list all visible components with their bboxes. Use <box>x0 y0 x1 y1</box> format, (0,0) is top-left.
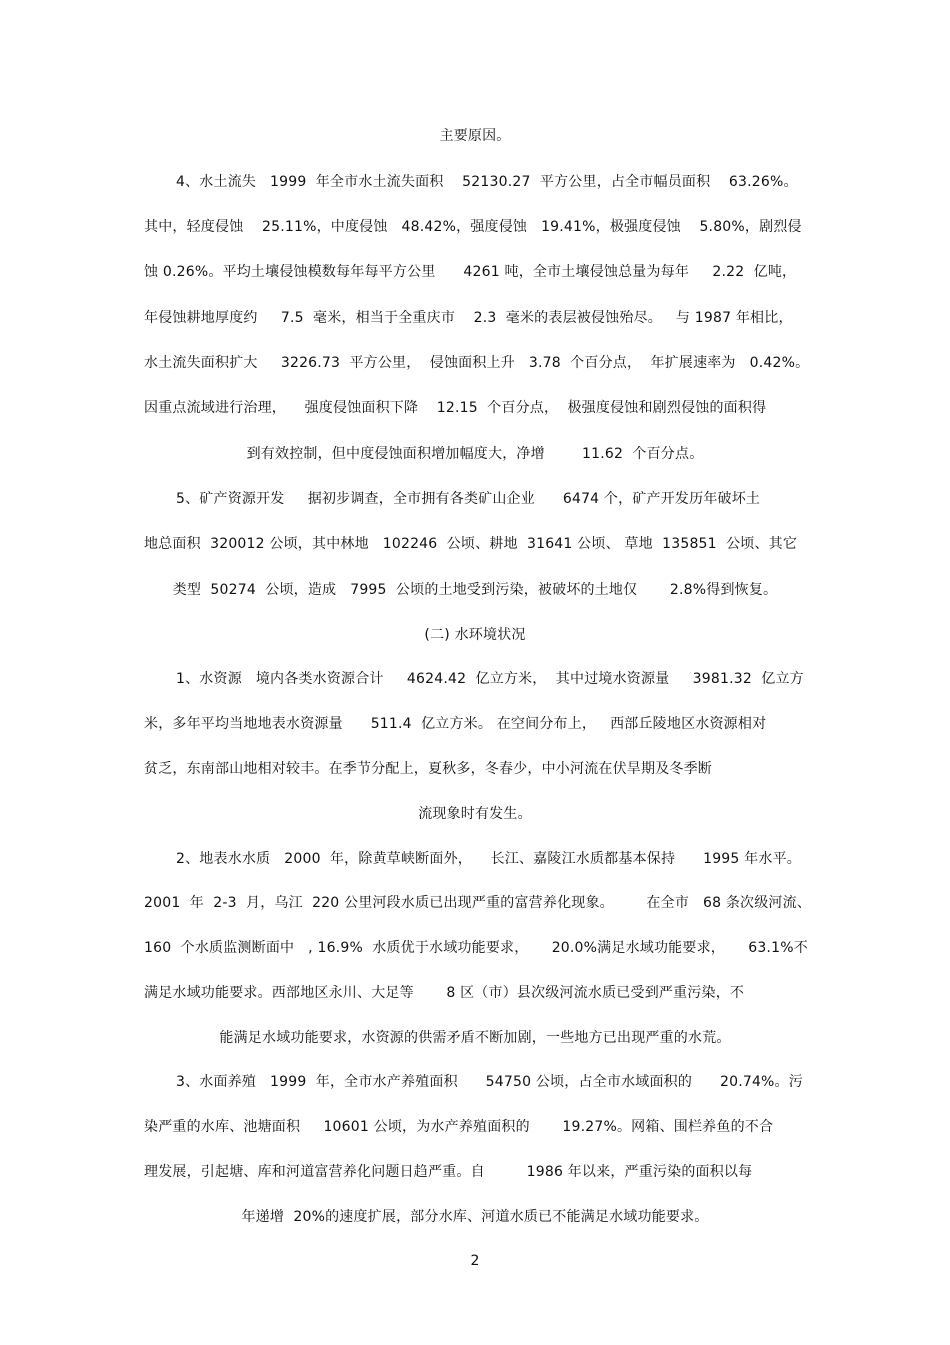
page-number: 2 <box>470 1253 480 1269</box>
text-line: 类型 50274 公顷，造成 7995 公顷的土地受到污染，被破坏的土地仅 2.8%得到恢复。 <box>172 582 778 598</box>
text-line: 地总面积 320012 公顷，其中林地 102246 公顷、耕地 31641 公顷、 草地 135851 公顷、其它 <box>144 536 798 552</box>
paragraph-heading-soil-erosion: 4、水土流失 1999 年全市水土流失面积 52130.27 平方公里，占全市幅员面积 63.26%。 <box>176 174 798 190</box>
text-line: 年侵蚀耕地厚度约 7.5 毫米，相当于全重庆市 2.3 毫米的表层被侵蚀殆尽。 与 1987 年相比， <box>144 310 793 326</box>
text-line: 2001 年 2-3 月，乌江 220 公里河段水质已出现严重的富营养化现象。 在全市 68 条次级河流、 <box>144 895 812 911</box>
section-heading: (二) 水环境状况 <box>424 627 526 643</box>
text-line: 米，多年平均当地地表水资源量 511.4 亿立方米。 在空间分布上， 西部丘陵地区水资源相对 <box>144 716 767 732</box>
text-line: 160 个水质监测断面中 , 16.9% 水质优于水域功能要求， 20.0%满足水域功能要求， 63.1%不 <box>144 940 808 956</box>
text-line: 年递增 20%的速度扩展，部分水库、河道水质已不能满足水域功能要求。 <box>241 1209 709 1225</box>
text-line: 水土流失面积扩大 3226.73 平方公里， 侵蚀面积上升 3.78 个百分点， 年扩展速率为 0.42%。 <box>144 355 810 371</box>
text-line: 蚀 0.26%。平均土壤侵蚀模数每年每平方公里 4261 吨，全市土壤侵蚀总量为每年 2.22 亿吨， <box>144 264 797 280</box>
text-line: 其中，轻度侵蚀 25.11%，中度侵蚀 48.42%，强度侵蚀 19.41%，极强度侵蚀 5.80%，剧烈侵 <box>144 219 802 235</box>
text-line: 染严重的水库、池塘面积 10601 公顷，为水产养殖面积的 19.27%。网箱、围栏养鱼的不合 <box>144 1119 774 1135</box>
text-line: 贫乏，东南部山地相对较丰。在季节分配上，夏秋多，冬春少，中小河流在伏旱期及冬季断 <box>144 761 712 777</box>
text-line: 流现象时有发生。 <box>418 806 532 822</box>
text-line: 理发展，引起塘、库和河道富营养化问题日趋严重。自 1986 年以来，严重污染的面积以每 <box>144 1164 753 1180</box>
text-line: 能满足水域功能要求，水资源的供需矛盾不断加剧，一些地方已出现严重的水荒。 <box>219 1030 731 1046</box>
text-line: 满足水域功能要求。西部地区永川、大足等 8 区（市）县次级河流水质已受到严重污染，不 <box>144 985 745 1001</box>
paragraph-heading-aquaculture: 3、水面养殖 1999 年，全市水产养殖面积 54750 公顷，占全市水域面积的 20.74%。污 <box>176 1074 803 1090</box>
text-line: 主要原因。 <box>439 128 511 144</box>
text-line: 到有效控制，但中度侵蚀面积增加幅度大，净增 11.62 个百分点。 <box>246 446 704 462</box>
paragraph-heading-water-resources: 1、水资源 境内各类水资源合计 4624.42 亿立方米， 其中过境水资源量 3981.32 亿立方 <box>176 671 804 687</box>
paragraph-heading-surface-water: 2、地表水水质 2000 年，除黄草峡断面外， 长江、嘉陵江水质都基本保持 1995 年水平。 <box>176 851 801 867</box>
text-line: 因重点流域进行治理， 强度侵蚀面积下降 12.15 个百分点， 极强度侵蚀和剧烈侵蚀的面积得 <box>144 400 767 416</box>
paragraph-heading-mining: 5、矿产资源开发 据初步调查，全市拥有各类矿山企业 6474 个，矿产开发历年破坏土 <box>176 491 761 507</box>
